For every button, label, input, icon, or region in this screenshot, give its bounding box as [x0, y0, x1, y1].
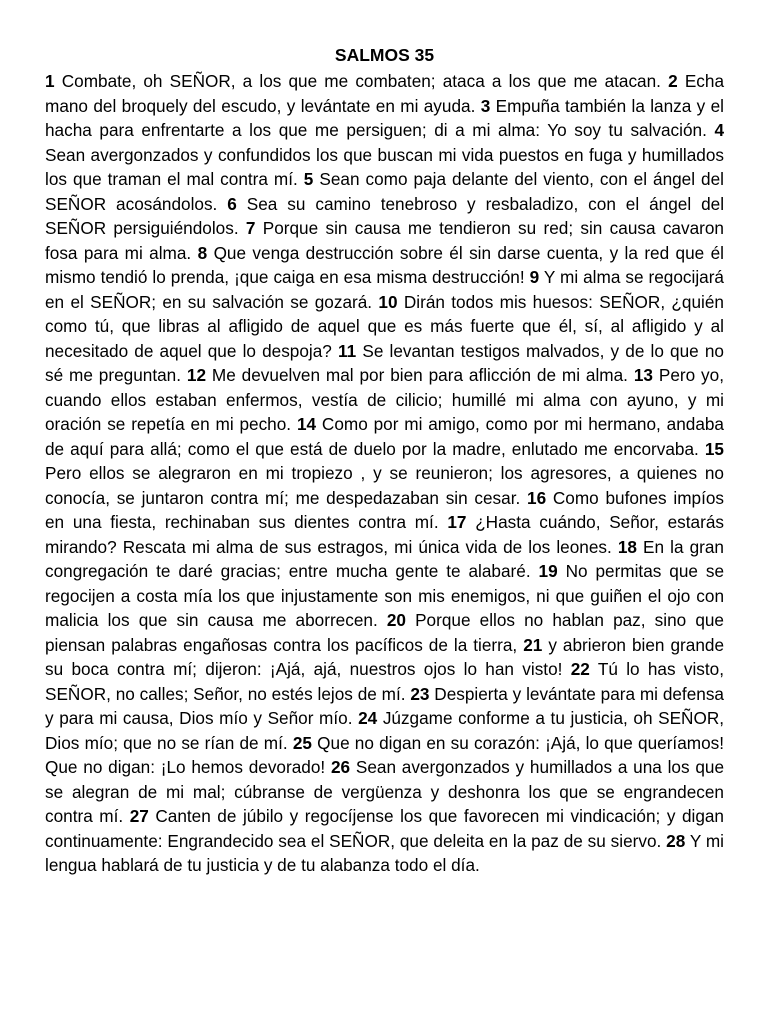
verse-number: 12: [186, 365, 207, 385]
verse-text: Sea su camino tenebroso y resbaladizo, con el ángel del SEÑOR persiguiéndolos.: [45, 193, 725, 238]
verse-text: y abrieron bien grande su boca contra mí; dijeron: ¡Ajá, ajá, nuestros ojos lo han visto!: [45, 634, 724, 679]
verse-number: 23: [410, 683, 430, 704]
verse-text: ¿Hasta cuándo, Señor, estarás mirando? Rescata mi alma de sus estragos, mi única vida de los leones.: [45, 512, 724, 557]
verse-number: 26: [330, 757, 351, 777]
verse-number: 20: [386, 610, 406, 630]
verse-number: 17: [447, 512, 467, 532]
verse-text: Despierta y levántate para mi defensa y para mi causa, Dios mío y Señor mío.: [45, 683, 724, 728]
verse-number: 11: [338, 340, 357, 361]
verse-text: Empuña también la lanza y el hacha para enfrentarte a los que me persiguen; di a mi alma: Yo soy tu salvación.: [45, 95, 724, 140]
verse-text: Tú lo has visto, SEÑOR, no calles; Señor, no estés lejos de mí.: [45, 659, 725, 704]
verse-number: 10: [378, 291, 398, 312]
verse-number: 13: [633, 365, 653, 385]
verse-text: Porque ellos no hablan paz, sino que piensan palabras engañosas contra los pacíficos de la tierra,: [45, 610, 724, 655]
verse-number: 22: [570, 659, 590, 679]
page-title: SALMOS 35: [334, 45, 435, 65]
verse-number: 21: [523, 634, 543, 655]
verse-text: Como por mi amigo, como por mi hermano, andaba de aquí para allá; como el que está de duelo por la madre, enlutado me encorvaba.: [45, 414, 724, 459]
verse-number: 18: [617, 536, 637, 557]
verse-number: 9: [529, 267, 540, 287]
verse-text: Y mi alma se regocijará en el SEÑOR; en su salvación se gozará.: [45, 267, 724, 312]
verse-number: 16: [527, 487, 547, 508]
verse-text: Júzgame conforme a tu justicia, oh SEÑOR, Dios mío; que no se rían de mí.: [45, 708, 725, 753]
verse-text: Que venga destrucción sobre él sin darse cuenta, y la red que él mismo tendió lo prenda, ¡que caiga en esa misma destrucción!: [45, 242, 724, 287]
verse-number: 24: [358, 708, 378, 728]
verse-text: Sean avergonzados y confundidos los que buscan mi vida puestos en fuga y humillados los que traman el mal contra mí.: [45, 144, 724, 189]
verse-text: Sean avergonzados y humillados a una los que se alegran de mi mal; cúbranse de vergüenza y deshonra los que se engrandecen contra mí.: [45, 757, 725, 826]
verse-number: 5: [303, 169, 314, 189]
verse-text: Como bufones impíos en una fiesta, rechinaban sus dientes contra mí.: [45, 487, 725, 532]
verse-number: 27: [129, 806, 149, 826]
verse-number: 3: [480, 95, 491, 116]
verse-number: 6: [227, 193, 237, 214]
verse-number: 25: [292, 732, 312, 753]
verse-number: 28: [666, 830, 686, 851]
verse-number: 2: [668, 71, 678, 91]
verse-text: Sean como paja delante del viento, con el ángel del SEÑOR acosándolos.: [45, 169, 724, 214]
verse-text: Pero ellos se alegraron en mi tropiezo , y se reunieron; los agresores, a quienes no conocía, se juntaron contra mí; me despedazaban sin cesar.: [45, 463, 724, 508]
verse-number: 19: [538, 561, 558, 581]
psalm-text: [45, 69, 724, 878]
verse-number: 4: [714, 120, 724, 140]
verse-text: Pero yo, cuando ellos estaban enfermos, vestía de cilicio; humillé mi alma con ayuno, y mi oración se repetía en mi pecho.: [45, 365, 724, 434]
verse-number: 7: [245, 218, 256, 238]
verse-number: 8: [197, 242, 208, 263]
verse-text: No permitas que se regocijen a costa mía los que injustamente son mis enemigos, ni que guiñen el ojo con malicia los que sin causa me aborrecen.: [45, 561, 725, 630]
verse-text: Y mi lengua hablará de tu justicia y de tu alabanza todo el día.: [45, 830, 724, 875]
verse-text: En la gran congregación te daré gracias; entre mucha gente te alabaré.: [45, 536, 724, 581]
verse-text: Que no digan en su corazón: ¡Ajá, lo que queríamos! Que no digan: ¡Lo hemos devorado!: [45, 732, 724, 777]
verse-text: Porque sin causa me tendieron su red; sin causa cavaron fosa para mi alma.: [45, 218, 724, 263]
verse-text: Combate, oh SEÑOR, a los que me combaten; ataca a los que me atacan.: [61, 71, 661, 91]
verse-number: 1: [45, 71, 55, 91]
verse-text: Canten de júbilo y regocíjense los que favorecen mi vindicación; y digan continuamente: Engrandecido sea el SEÑOR, que deleita en la paz de su siervo.: [45, 806, 724, 851]
verse-text: Se levantan testigos malvados, y de lo que no sé me preguntan.: [45, 340, 724, 385]
verse-number: 14: [296, 414, 317, 434]
verse-text: Me devuelven mal por bien para aflicción de mi alma.: [211, 365, 628, 385]
verse-text: Echa mano del broquely del escudo, y levántate en mi ayuda.: [45, 71, 725, 116]
verse-number: 15: [704, 438, 724, 459]
verse-text: Dirán todos mis huesos: SEÑOR, ¿quién como tú, que libras al afligido de aquel que es más fuerte que él, sí, al afligido y al necesitado de aquel que lo despoja?: [45, 291, 724, 361]
